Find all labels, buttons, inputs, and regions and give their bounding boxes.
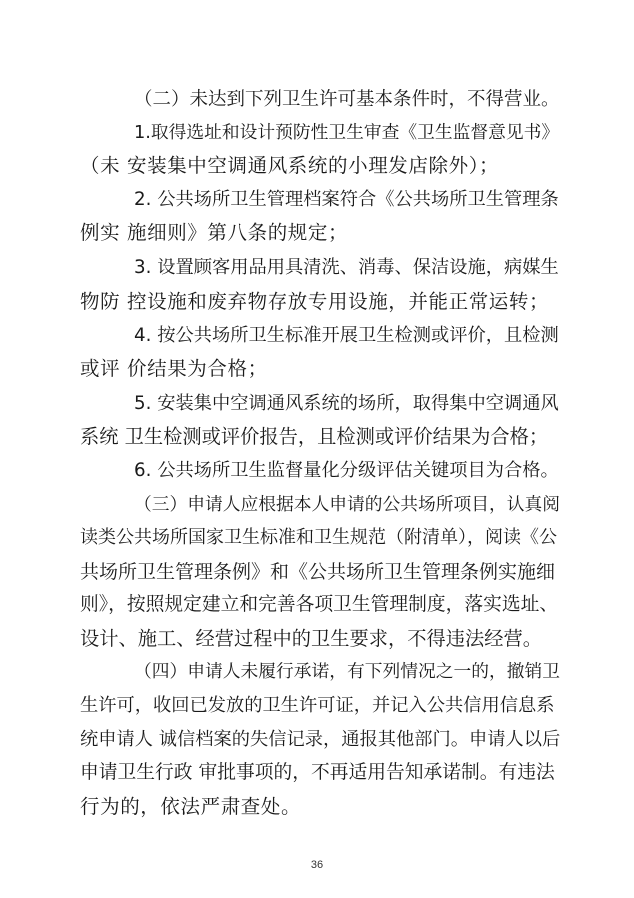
section-2-item-5-line-1: 5. 安装集中空调通风系统的场所，取得集中空调通风 [134, 393, 559, 414]
section-4-line-2: 生许可，收回已发放的卫生许可证，并记入公共信用信息系 [80, 695, 555, 716]
section-2-item-2-line-1: 2. 公共场所卫生管理档案符合《公共场所卫生管理条 [134, 189, 559, 210]
section-2-item-5-line-2: 系统 卫生检测或评价报告，且检测或评价结果为合格； [80, 425, 549, 448]
section-2-heading: （二）未达到下列卫生许可基本条件时，不得营业。 [134, 89, 560, 110]
section-2-item-1-line-2: （未 安装集中空调通风系统的小理发店除外）； [80, 154, 500, 177]
section-3-line-2: 读类公共场所国家卫生标准和卫生规范（附清单），阅读《公 [80, 527, 557, 548]
section-4-line-3: 统申请人 诚信档案的失信记录，通报其他部门。申请人以后 [80, 729, 561, 750]
section-4-line-4: 申请卫生行政 审批事项的，不再适用告知承诺制。有违法 [80, 762, 555, 783]
section-3-line-1: （三）申请人应根据本人申请的公共场所项目，认真阅 [134, 495, 561, 515]
section-4-line-5: 行为的，依法严肃查处。 [80, 795, 302, 818]
section-2-item-4-line-1: 4. 按公共场所卫生标准开展卫生检测或评价，且检测 [134, 325, 559, 346]
section-3-line-4: 则》，按照规定建立和完善各项卫生管理制度，落实选址、 [80, 594, 559, 615]
section-2-item-6-line-1: 6. 公共场所卫生监督量化分级评估关键项目为合格。 [134, 460, 559, 481]
section-2-item-2-line-2: 例实 施细则》第八条的规定； [80, 221, 349, 244]
section-3-line-3: 共场所卫生管理条例》和《公共场所卫生管理条例实施细 [80, 561, 556, 583]
section-2-item-4-line-2: 或评 价结果为合格； [80, 357, 268, 380]
section-4-line-1: （四）申请人未履行承诺，有下列情况之一的，撤销卫 [134, 662, 561, 682]
section-2-item-3-line-1: 3. 设置顾客用品用具清洗、消毒、保洁设施，病媒生 [134, 257, 559, 278]
section-2-item-1-line-1: 1.取得选址和设计预防性卫生审查《卫生监督意见书》 [134, 123, 560, 143]
section-3-line-5: 设计、施工、经营过程中的卫生要求，不得违法经营。 [80, 627, 542, 650]
section-2-item-3-line-2: 物防 控设施和废弃物存放专用设施，并能正常运转； [80, 290, 550, 313]
page-number: 36 [310, 859, 324, 871]
